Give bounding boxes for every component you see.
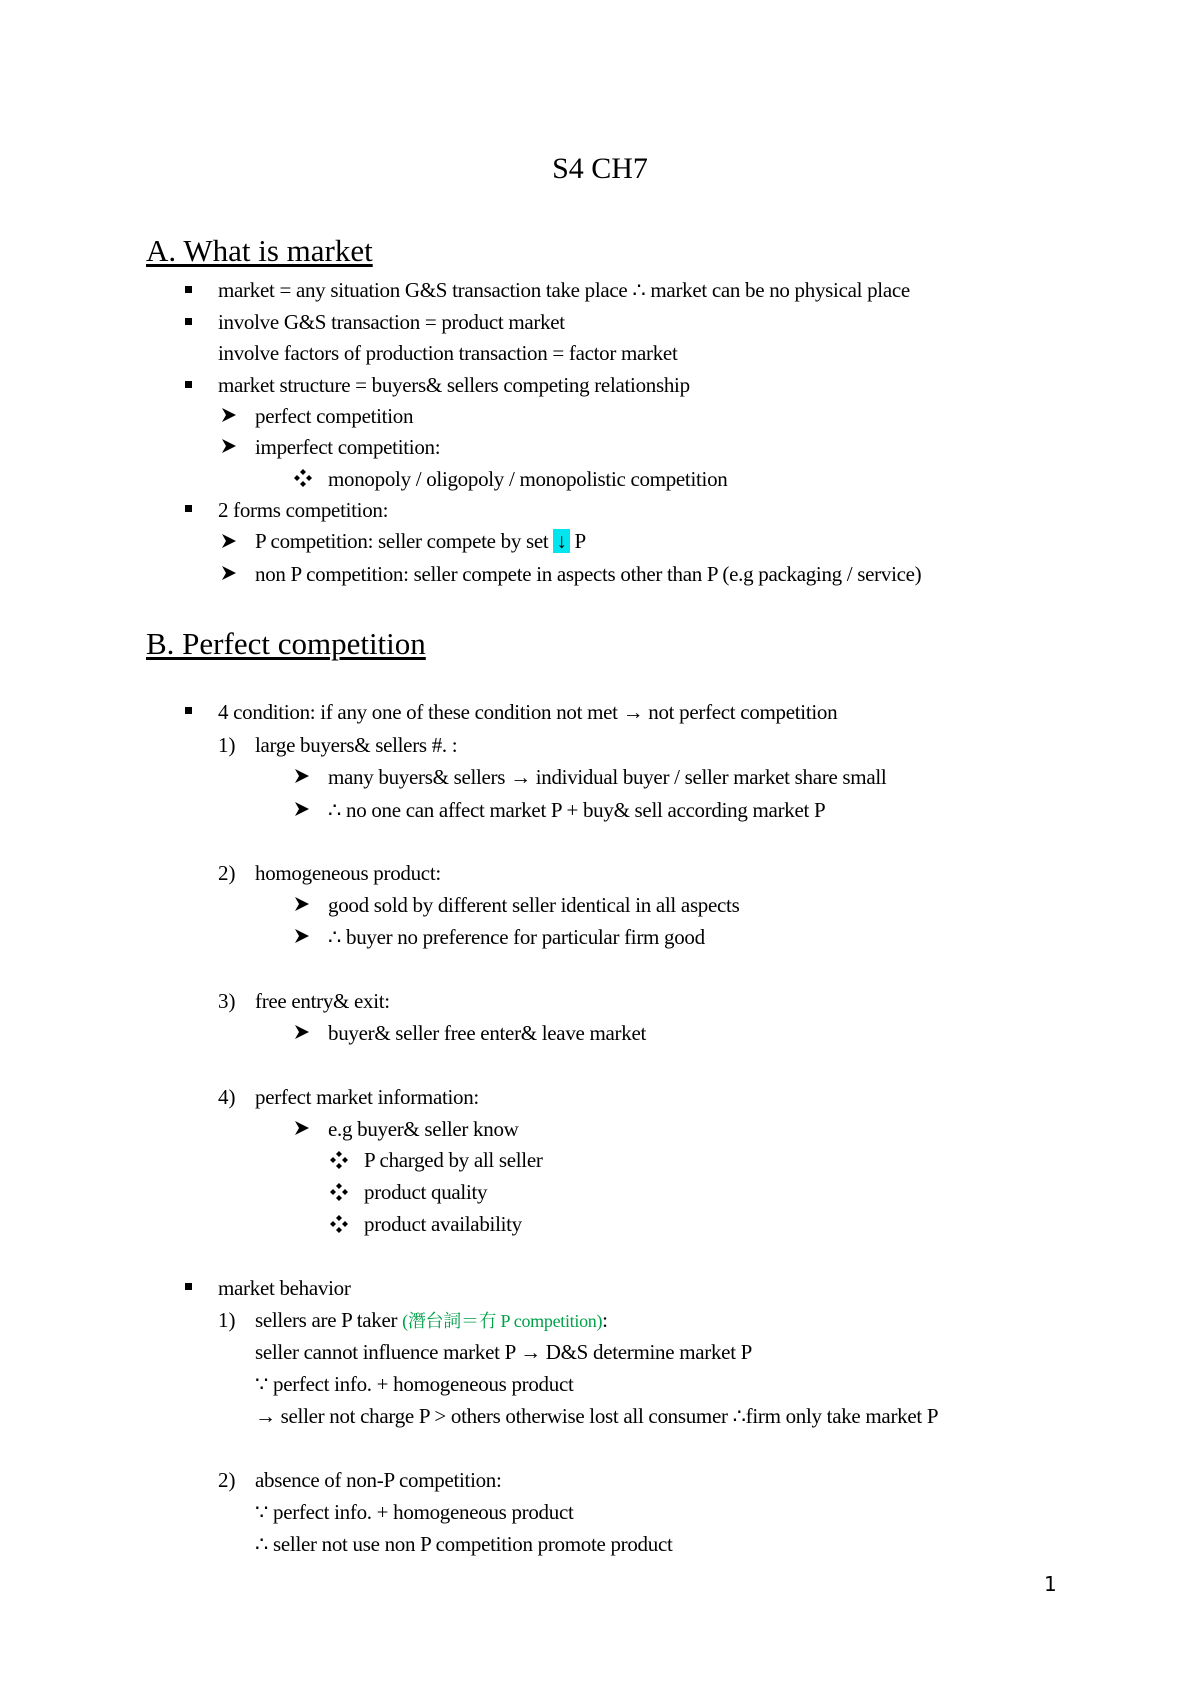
diamond-bullet-icon xyxy=(330,1151,348,1169)
behavior-text: seller cannot influence market P → D&S determine market P xyxy=(255,1340,753,1364)
arrowhead-bullet-icon xyxy=(294,768,310,784)
diamond-bullet-icon xyxy=(330,1215,348,1233)
condition-text: free entry& exit: xyxy=(255,989,390,1013)
square-bullet-icon xyxy=(185,318,192,325)
bullet-text: 2 forms competition: xyxy=(218,498,389,522)
sub-bullet-text: ∴ no one can affect market P + buy& sell according market P xyxy=(328,798,826,822)
sub-sub-bullet-text: product availability xyxy=(364,1212,522,1236)
list-number: 1) xyxy=(218,733,236,757)
behavior-text: absence of non-P competition: xyxy=(255,1468,502,1492)
sub-bullet-text: imperfect competition: xyxy=(255,435,441,459)
square-bullet-icon xyxy=(185,1283,192,1290)
behavior-text: ∴ seller not use non P competition promote product xyxy=(255,1532,673,1556)
behavior-text: ∵ perfect info. + homogeneous product xyxy=(255,1500,574,1524)
arrowhead-bullet-icon xyxy=(221,533,237,549)
arrowhead-bullet-icon xyxy=(294,801,310,817)
arrowhead-bullet-icon xyxy=(294,1024,310,1040)
section-b-heading: B. Perfect competition xyxy=(146,626,426,661)
sub-bullet-text xyxy=(255,527,586,555)
square-bullet-icon xyxy=(185,505,192,512)
arrowhead-bullet-icon xyxy=(221,565,237,581)
arrowhead-bullet-icon xyxy=(221,438,237,454)
sub-sub-bullet-text: monopoly / oligopoly / monopolistic competition xyxy=(328,467,728,491)
sub-bullet-text: good sold by different seller identical in all aspects xyxy=(328,893,740,917)
sub-bullet-text: non P competition: seller compete in aspects other than P (e.g packaging / service) xyxy=(255,562,922,586)
bullet-text: involve G&S transaction = product market xyxy=(218,310,565,334)
square-bullet-icon xyxy=(185,707,192,714)
arrowhead-bullet-icon xyxy=(294,1120,310,1136)
square-bullet-icon xyxy=(185,286,192,293)
bullet-text: involve factors of production transaction = factor market xyxy=(218,341,678,365)
bullet-text: market structure = buyers& sellers competing relationship xyxy=(218,373,690,397)
behavior-text: → seller not charge P > others otherwise lost all consumer ∴firm only take market P xyxy=(255,1404,939,1428)
condition-text: large buyers& sellers #. : xyxy=(255,733,458,757)
green-annotation: (潛台詞＝冇 P competition) xyxy=(402,1311,603,1331)
behavior-text: ∵ perfect info. + homogeneous product xyxy=(255,1372,574,1396)
bullet-text: market behavior xyxy=(218,1276,351,1300)
list-number: 3) xyxy=(218,989,236,1013)
sub-bullet-text: e.g buyer& seller know xyxy=(328,1117,519,1141)
page-title: S4 CH7 xyxy=(552,152,648,185)
bullet-text: market = any situation G&S transaction take place ∴ market can be no physical place xyxy=(218,278,910,302)
square-bullet-icon xyxy=(185,381,192,388)
sub-bullet-text: many buyers& sellers → individual buyer / seller market share small xyxy=(328,765,887,789)
text-run: sellers are P taker xyxy=(255,1308,403,1332)
text-run: : xyxy=(602,1308,608,1332)
arrowhead-bullet-icon xyxy=(221,407,237,423)
diamond-bullet-icon xyxy=(330,1183,348,1201)
list-number: 4) xyxy=(218,1085,236,1109)
condition-text: homogeneous product: xyxy=(255,861,441,885)
arrowhead-bullet-icon xyxy=(294,896,310,912)
sub-sub-bullet-text: P charged by all seller xyxy=(364,1148,543,1172)
list-number: 2) xyxy=(218,1468,236,1492)
highlighted-down-arrow: ↓ xyxy=(553,529,569,553)
text-run: P xyxy=(569,529,586,553)
condition-text: perfect market information: xyxy=(255,1085,479,1109)
sub-bullet-text: ∴ buyer no preference for particular firm good xyxy=(328,925,705,949)
sub-bullet-text: perfect competition xyxy=(255,404,414,428)
section-a-heading: A. What is market xyxy=(146,233,373,268)
list-number: 2) xyxy=(218,861,236,885)
text-run: P competition: seller compete by set xyxy=(255,529,554,553)
list-number: 1) xyxy=(218,1308,236,1332)
bullet-text: 4 condition: if any one of these condition not met → not perfect competition xyxy=(218,700,838,724)
sub-sub-bullet-text: product quality xyxy=(364,1180,488,1204)
sub-bullet-text: buyer& seller free enter& leave market xyxy=(328,1021,647,1045)
arrowhead-bullet-icon xyxy=(294,928,310,944)
behavior-text xyxy=(255,1306,608,1335)
page-number: 1 xyxy=(1044,1572,1057,1596)
diamond-bullet-icon xyxy=(294,469,312,487)
